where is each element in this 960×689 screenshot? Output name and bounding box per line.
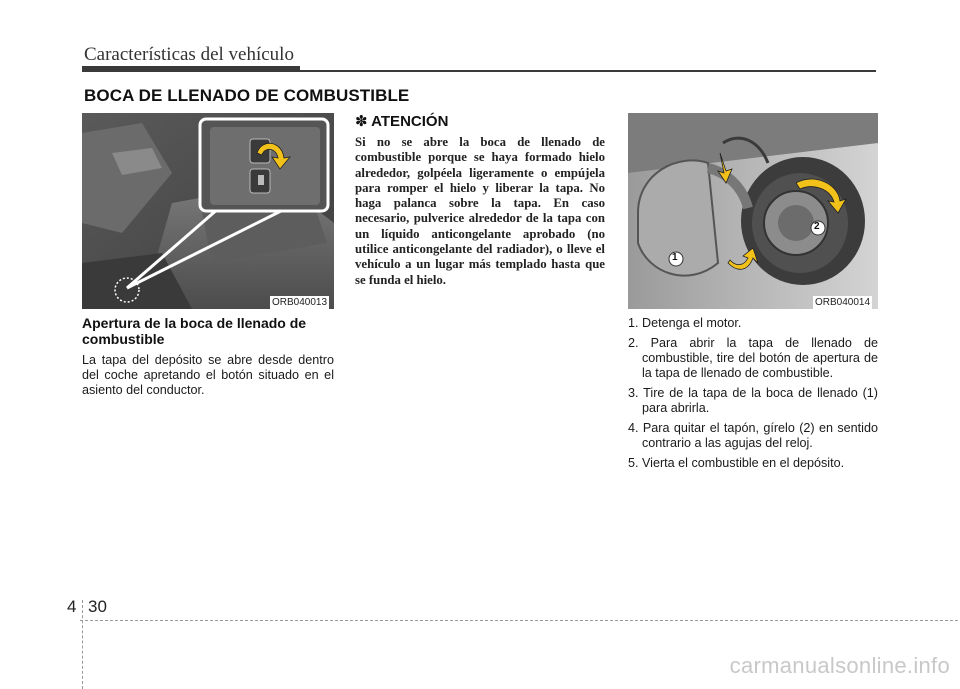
figure-seat-release (82, 113, 334, 309)
page-number: 30 (88, 597, 107, 616)
step-item: 3. Tire de la tapa de la boca de llenado (1) para abrirla. (628, 386, 878, 415)
section-title: BOCA DE LLENADO DE COMBUSTIBLE (84, 86, 410, 105)
seat-interior-illustration (82, 113, 334, 309)
steps-column (628, 316, 878, 476)
opening-description: La tapa del depósito se abre desde dentro del coche apretando el botón situado en el asiento del conductor. (82, 353, 334, 397)
attention-body: Si no se abre la boca de llenado de combustible porque se haya formado hielo alrededor, golpéela ligeramente o empújela para romper el hielo y liberar la tapa. No haga palanca sobre la tapa. En caso necesario, pulverice alrededor de la tapa con un líquido anticongelante aprobado (no utilice anticongelante del radiador), o lleve el vehículo a un lugar más templado hasta que se funda el hielo. (355, 135, 605, 287)
page-header-title: Características del vehículo (84, 44, 294, 65)
chapter-number: 4 (67, 597, 77, 616)
opening-subheading: Apertura de la boca de llenado de combustible (82, 315, 307, 347)
attention-heading: ✽ ATENCIÓN (355, 113, 449, 130)
header-bar-thick (82, 66, 300, 72)
steps-list (628, 316, 878, 471)
step-item: 1. Detenga el motor. (628, 316, 742, 330)
step-item: 4. Para quitar el tapón, gírelo (2) en sentido contrario a las agujas del reloj. (628, 421, 878, 450)
figure1-caption: ORB040013 (272, 297, 328, 308)
figure-fuel-door (628, 113, 878, 309)
step-item: 5. Vierta el combustible en el depósito. (628, 456, 845, 470)
left-column (82, 315, 334, 398)
header-bar-thin (300, 70, 876, 72)
footer-divider (80, 620, 958, 621)
fuel-door-illustration (628, 113, 878, 309)
figure2-caption: ORB040014 (815, 297, 871, 308)
footer-vertical-divider (82, 600, 83, 689)
attention-note (355, 112, 605, 288)
step-item: 2. Para abrir la tapa de llenado de combustible, tire del botón de apertura de la tapa de llenado de combustible. (628, 336, 878, 380)
watermark: carmanualsonline.info (729, 653, 950, 678)
callout-2: 2 (814, 221, 820, 232)
callout-1: 1 (672, 252, 678, 263)
